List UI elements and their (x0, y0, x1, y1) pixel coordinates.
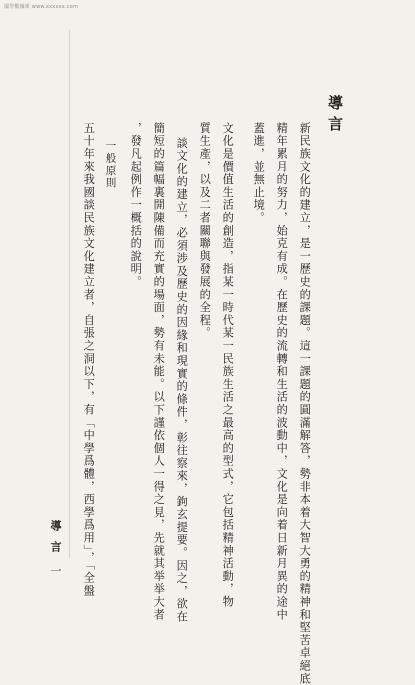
text-column-1: 新民族文化的建立，是一歷史的課題。這一課題的圓滿解答，勢非本着大智大勇的精神和堅苦卓絕底 (298, 122, 312, 685)
text-column-8: ，發凡起例作一概括的說明。 (129, 122, 143, 289)
watermark: 國學數據庫 www.xxxxxx.com (4, 4, 79, 10)
text-column-7: 簡短的篇幅裏開陳備而充實的場面，勢有未能。以下謹依個人一得之見，先就其举举大者 (152, 122, 166, 622)
text-column-2: 精年累月的努力，始克有成。在歷史的流轉和生活的波動中，文化是向着日新月異的途中 (275, 122, 289, 622)
section-heading: 一般原則 (104, 140, 117, 190)
text-column-9: 五十年來我國談民族文化建立者，自張之洞以下，有「中學爲體，西學爲用」，「全盤 (82, 122, 96, 598)
text-column-6: 談文化的建立，必須涉及歷史的因緣和現實的條件，彰往察來，鉤玄提要。因之，欲在 (175, 137, 189, 624)
text-column-5: 質生產，以及二者關聯與發展的全程。 (198, 122, 212, 340)
page-number: 一 (49, 565, 62, 576)
page-title: 導言 (326, 95, 344, 137)
text-column-4: 文化是價值生活的創造，指某一時代某一民族生活之最高的型式，它包括精神活動，物 (221, 122, 235, 609)
text-column-3: 蓋進，並無止境。 (252, 122, 266, 225)
page-divider (69, 30, 70, 558)
running-head: 導言 (49, 520, 62, 562)
